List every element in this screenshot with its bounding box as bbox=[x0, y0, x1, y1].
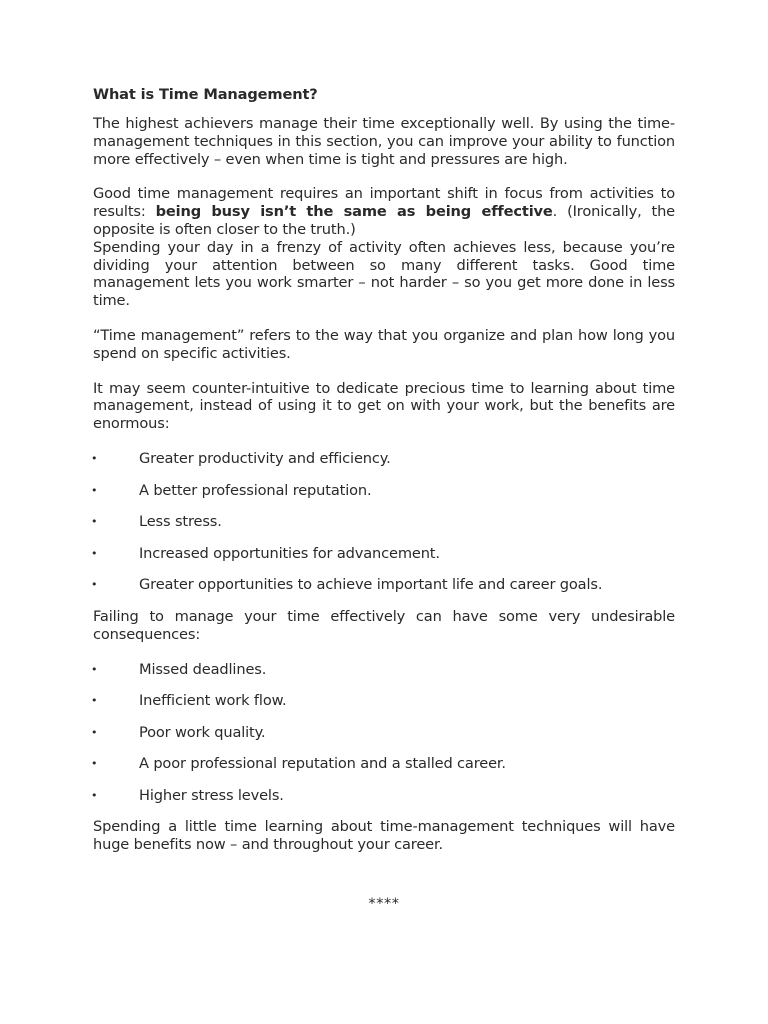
list-item bbox=[93, 661, 675, 693]
list-item bbox=[93, 755, 675, 787]
list-item-text: Higher stress levels. bbox=[139, 786, 284, 804]
list-item-text: Inefficient work flow. bbox=[139, 692, 287, 710]
list-item-text: Increased opportunities for advancement. bbox=[139, 544, 440, 562]
list-item bbox=[93, 545, 675, 577]
list-item bbox=[93, 692, 675, 724]
definition-paragraph: “Time management” refers to the way that you organize and plan how long you spend on specific activities. bbox=[93, 326, 675, 362]
focus-text-after: . (Ironically, the opposite is often closer to the truth.) bbox=[93, 203, 676, 238]
bullet-icon: • bbox=[91, 451, 98, 465]
bullet-icon: • bbox=[91, 788, 98, 802]
section-separator: **** bbox=[368, 895, 400, 913]
focus-text-before: Good time management requires an important shift in focus from activities to results: bbox=[93, 185, 675, 221]
list-item bbox=[93, 576, 675, 608]
document-page bbox=[93, 86, 675, 913]
benefits-intro-paragraph: It may seem counter-intuitive to dedicate precious time to learning about time management, instead of using it to get on with your work, but the benefits are enormous: bbox=[93, 379, 675, 433]
list-item-text: Greater productivity and efficiency. bbox=[139, 449, 391, 467]
list-item bbox=[93, 482, 675, 514]
list-item-text: A poor professional reputation and a stalled career. bbox=[139, 755, 506, 773]
consequences-list bbox=[93, 661, 675, 819]
list-item bbox=[93, 513, 675, 545]
list-item-text: Greater opportunities to achieve important life and career goals. bbox=[139, 576, 603, 594]
bullet-icon: • bbox=[91, 725, 98, 739]
list-item-text: Missed deadlines. bbox=[139, 660, 267, 678]
frenzy-paragraph: Spending your day in a frenzy of activity often achieves less, because you’re dividing your attention between so many different tasks. Good time management lets you work smarter – not harder – so you get more done in less time. bbox=[93, 238, 675, 310]
benefits-list bbox=[93, 450, 675, 608]
list-item-text: Less stress. bbox=[139, 513, 222, 531]
bullet-icon: • bbox=[91, 483, 98, 497]
bullet-icon: • bbox=[91, 662, 98, 676]
focus-text-bold: being busy isn’t the same as being effective bbox=[155, 203, 553, 221]
intro-paragraph: The highest achievers manage their time exceptionally well. By using the time-management techniques in this section, you can improve your ability to function more effectively – even when time is tight and pressures are high. bbox=[93, 115, 675, 168]
focus-paragraph bbox=[93, 185, 675, 238]
list-item bbox=[93, 787, 675, 819]
bullet-icon: • bbox=[91, 757, 98, 771]
list-item bbox=[93, 724, 675, 756]
list-item-text: A better professional reputation. bbox=[139, 481, 372, 499]
bullet-icon: • bbox=[91, 694, 98, 708]
bullet-icon: • bbox=[91, 546, 98, 560]
list-item bbox=[93, 450, 675, 482]
document-title: What is Time Management? bbox=[93, 86, 318, 103]
bullet-icon: • bbox=[91, 515, 98, 529]
bullet-icon: • bbox=[91, 578, 98, 592]
closing-paragraph: Spending a little time learning about time-management techniques will have huge benefits now – and throughout your career. bbox=[93, 818, 675, 854]
list-item-text: Poor work quality. bbox=[139, 723, 266, 741]
consequences-intro-paragraph: Failing to manage your time effectively can have some very undesirable consequences: bbox=[93, 607, 675, 643]
